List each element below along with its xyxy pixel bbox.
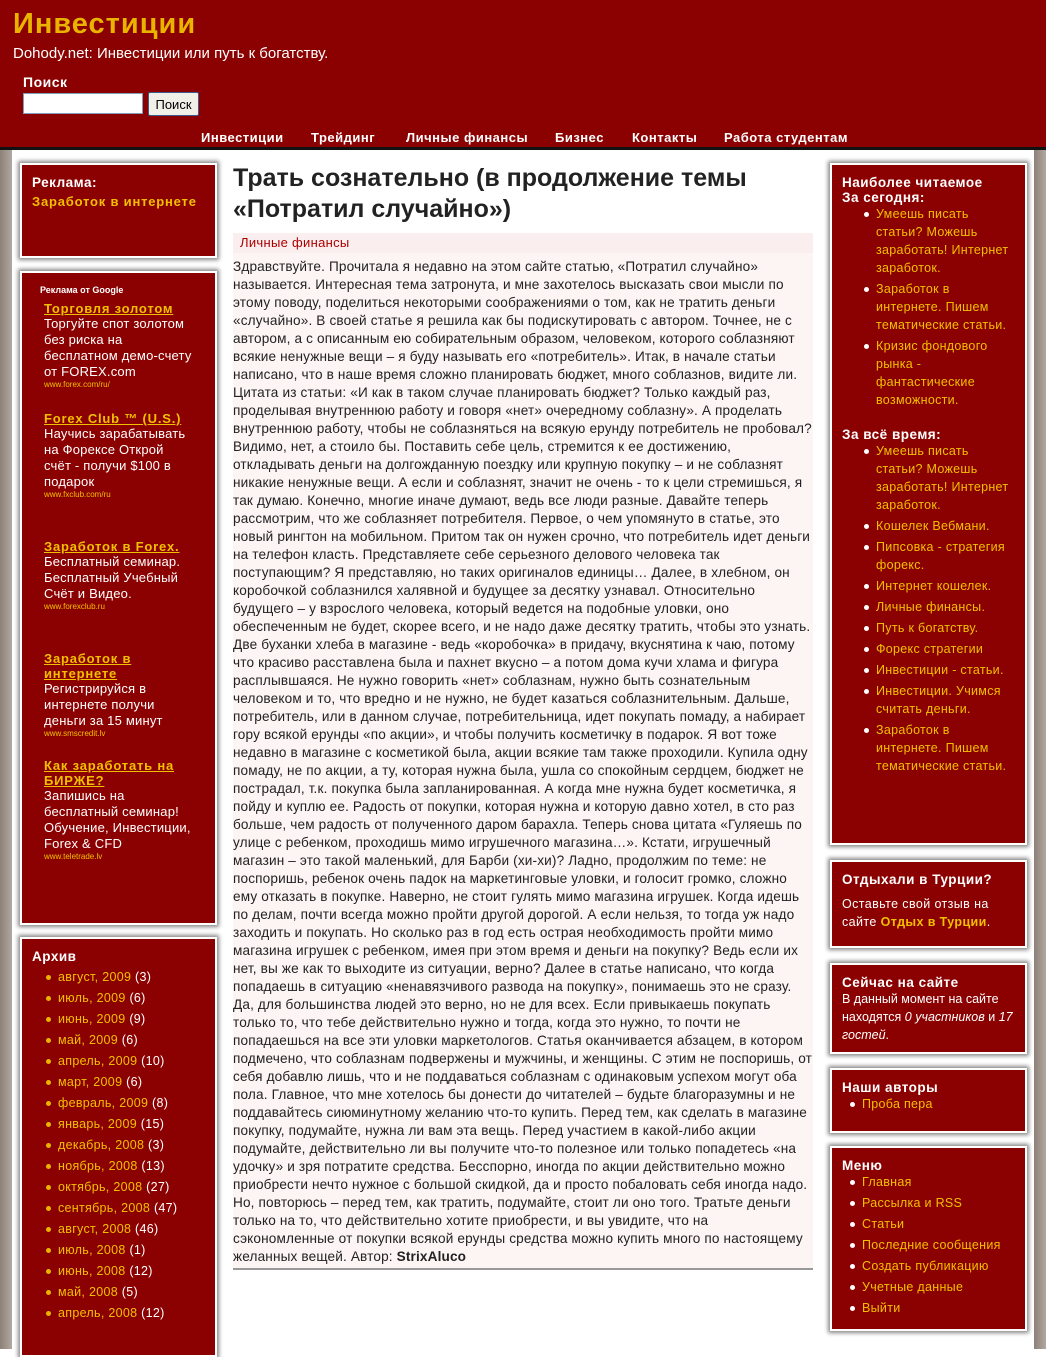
article-category[interactable]: Личные финансы xyxy=(233,233,813,253)
archive-count: (6) xyxy=(121,1033,138,1047)
menu-item-link[interactable]: Статьи xyxy=(862,1217,905,1231)
ad-title-link[interactable]: Заработок в интернете xyxy=(44,651,132,681)
popular-alltime-item xyxy=(842,577,1015,595)
authors-title: Наши авторы xyxy=(842,1080,939,1095)
popular-box xyxy=(830,163,1027,845)
popular-alltime-item-link[interactable]: Инвестиции - статьи. xyxy=(876,663,1004,677)
ad-url[interactable]: www.forex.com/ru/ xyxy=(44,380,110,389)
ad-url[interactable]: www.teletrade.lv xyxy=(44,852,103,861)
archive-count: (6) xyxy=(129,991,146,1005)
menu-item-link[interactable]: Последние сообщения xyxy=(862,1238,1001,1252)
ad-box-link[interactable]: Заработок в интернете xyxy=(32,194,197,209)
archive-month-link[interactable]: февраль, 2009 xyxy=(58,1096,149,1110)
archive-month-link[interactable]: май, 2009 xyxy=(58,1033,118,1047)
archive-item xyxy=(24,1304,205,1322)
popular-today-item xyxy=(842,280,1015,334)
today-label: За сегодня: xyxy=(842,190,925,205)
left-page-edge xyxy=(0,150,12,1349)
popular-alltime-item xyxy=(842,598,1015,616)
archive-count: (13) xyxy=(141,1159,165,1173)
archive-month-link[interactable]: сентябрь, 2008 xyxy=(58,1201,151,1215)
site-header xyxy=(0,0,1046,150)
article-text: Здравствуйте. Прочитала я недавно на этом сайте статью, «Потратил случайно» называется. Интересная тема затронута, и мне захотелось высказать свои мысли по этому поводу, поделиться некоторыми соображениями о том, как не тратить деньги «случайно». В своей статье я решила как бы подискутировать с автором. Точнее, не с автором, а с описанным ею собирательным образом, человеком, которого соблазняют всякие ненужные вещи – я буду называть его «потребитель». Итак, в начале статьи написано, что в наше время сложно планировать бюджет, много соблазнов, видите ли. Цитата из статьи: «И как в таком случае планировать бюджет? Только каждый раз, проделывая внутреннюю работу и говоря «нет» очередному соблазну». А проделать внутреннюю работу, чтобы не соблазняться на всякую ерунду потребитель не пробовал? Видимо, нет, а стоило бы. Поставить себе цель, стремится к ее достижению, откладывать деньги на долгожданную поездку или крупную покупку – и не соблазнят никакие ненужные вещи. А если и соблазнят, значит не очень - то к цели стремишься, я так думаю. Конечно, многие иначе думают, ведь все люди разные. Давайте теперь рассмотрим, что же соблазняет потребителя. Первое, о чем упомянуто в статье, это новый рингтон на мобильном. Притом так он нужен срочно, что потребитель идет деньги на телефон класть. Представляете себе серьезного делового человека так поступающим? Я представляю, но таких оригиналов единицы… Далее, в хлебном, он коробочкой соблазнился халявной и будущее за десятку узнавал. Относительно будущего – у взрослого человека, который ведется на подобные уловки, оно обеспеченным не будет, скорее всего, и не надо даже десятку тратить, чтобы это узнать. Две буханки хлеба в магазине - ведь «коробочка» в придачу, вкуснятина к чаю, потому что красиво расставлена была и пахнет вкусно – а потом дома кучи хлама и фигура расплывшаяся. Не нужно говорить «нет» соблазнам, нужно быть сознательным человеком и то, что вредно и не нужно, не будет казаться соблазнительным. Дальше, потребитель, или в данном случае, потребительница, идет покупать помаду, а набирает гору всякой ерунды «по акции», и чтобы получить косметичку в подарок. Я вот тоже недавно в магазине с косметикой была, акции всякие там также проходили. Купила одну помаду, не по акции, а ту, которая нужна была, ушла со спокойным сердцем, бюджет не пострадал, т.к. покупка была запланированная. А когда мне нужна будет косметичка, я пойду и куплю ее. Радость от покупки, которая нужна и которую давно хотел, в сто раз больше, чем радость от полученного даром барахла. Теперь снова цитата «Гуляешь по улице с ребенком, проходишь мимо игрушечного магазина…». Кстати, игрушечный магазин – это такой маленький, для Барби (хи-хи)? Ладно, продолжим по теме: не поспоришь, ребенок очень падок на маркетинговые уловки, и голосит громко, сложно ему отказать в покупке. Наверно, не стоит гулять мимо магазина игрушек. Когда идешь по делам, почти всегда можно пройти другой дорогой. А если нельзя, то тогда уж надо заходить и покупать. Но сколько раз в год есть острая необходимость пройти мимо магазина игрушек с ребенком, имея при этом время и деньги на покупку? Ведь если их нет, вы же как то выходите из ситуации, верно? Далее в статье написано, что когда попадаешь в ситуацию «ненавязчивого развода на покупку», понимаешь это не сразу. Да, для большинства людей это верно, но не для всех. Если привыкаешь покупать только то, что тебе действительно нужно и тогда, когда это нужно, то почти не попадаешься на все эти уловки маркетологов. Статья оканчивается абзацем, в котором подмечено, что соблазнам подвержены и мужчины, и женщины. С этим не поспоришь, от себя добавлю лишь, что и не поддаваться соблазнам с одинаковым успехом могут оба пола. Главное, что мне хотелось бы донести до читателей – будьте благоразумны и не поддавайтесь сиюминутному желанию что-то купить. Перед тем, как сделать в магазине покупку, подумайте, нужна ли вам эта вещь. Перед участием в какой-либо акции подумайте, действительно ли вы получите что-то полезное или только попадетесь «на удочку» и зря потратите средства. Бесспорно, иногда по акции действительно можно приобрести нечто нужное с большой скидкой, да и просто побаловать себя иногда надо. Но, повторюсь – перед тем, как тратить, подумайте, стоит ли оно того. Тратьте деньги только на то, что действительно хотите приобрести, и вы увидите, что на сэкономленные от покупки всякой ерунды средства можно купить много по настоящему желанных вещей. xyxy=(233,259,813,1264)
menu-item-link[interactable]: Главная xyxy=(862,1175,912,1189)
archive-item xyxy=(24,989,205,1007)
archive-item xyxy=(24,1283,205,1301)
popular-alltime-item-link[interactable]: Форекс стратегии xyxy=(876,642,984,656)
menu-title: Меню xyxy=(842,1158,883,1173)
ad-description: Регистрируйся в интернете получи деньги за 15 минут xyxy=(44,681,163,728)
nav-student-jobs[interactable]: Работа студентам xyxy=(724,130,848,145)
popular-alltime-item xyxy=(842,661,1015,679)
menu-item xyxy=(828,1194,1015,1212)
google-ad xyxy=(44,651,194,738)
popular-alltime-item-link[interactable]: Пипсовка - стратегия форекс. xyxy=(876,540,1005,572)
archive-month-link[interactable]: июнь, 2009 xyxy=(58,1012,126,1026)
site-title[interactable]: Инвестиции xyxy=(13,8,197,40)
author-name[interactable]: StrixAluco xyxy=(396,1249,467,1264)
menu-item-link[interactable]: Рассылка и RSS xyxy=(862,1196,963,1210)
popular-today-item xyxy=(842,205,1015,277)
google-ads-box xyxy=(20,271,217,925)
archive-month-link[interactable]: июнь, 2008 xyxy=(58,1264,126,1278)
popular-alltime-item-link[interactable]: Заработок в интернете. Пишем тематические статьи. xyxy=(876,723,1007,773)
online-title: Сейчас на сайте xyxy=(842,975,959,990)
archive-count: (9) xyxy=(129,1012,146,1026)
author-label: Автор: xyxy=(350,1249,393,1264)
archive-month-link[interactable]: апрель, 2009 xyxy=(58,1054,138,1068)
ad-description: Запишись на бесплатный семинар! Обучение, Инвестиции, Forex & CFD xyxy=(44,788,191,851)
nav-investments[interactable]: Инвестиции xyxy=(201,130,284,145)
menu-item-link[interactable]: Создать публикацию xyxy=(862,1259,989,1273)
turkey-text: Оставьте свой отзыв на сайте xyxy=(842,897,989,929)
popular-alltime-item-link[interactable]: Кошелек Вебмани. xyxy=(876,519,990,533)
ad-box-title: Реклама: xyxy=(32,175,97,190)
menu-item xyxy=(828,1299,1015,1317)
archive-count: (12) xyxy=(129,1264,153,1278)
archive-month-link[interactable]: август, 2008 xyxy=(58,1222,132,1236)
archive-item xyxy=(24,1262,205,1280)
archive-month-link[interactable]: декабрь, 2008 xyxy=(58,1138,145,1152)
article-body xyxy=(233,253,813,1270)
menu-item xyxy=(828,1257,1015,1275)
archive-item xyxy=(24,1094,205,1112)
nav-contacts[interactable]: Контакты xyxy=(632,130,698,145)
archive-count: (10) xyxy=(141,1054,165,1068)
online-text: В данный момент на сайте находятся xyxy=(842,992,999,1024)
archive-item xyxy=(24,1115,205,1133)
article-title[interactable]: Трать сознательно (в продолжение темы «Потратил случайно») xyxy=(233,164,747,223)
popular-today-item-link[interactable]: Умеешь писать статьи? Можешь заработать! Интернет заработок. xyxy=(876,207,1009,275)
popular-alltime-item-link[interactable]: Путь к богатству. xyxy=(876,621,979,635)
menu-box xyxy=(830,1146,1027,1331)
archive-count: (1) xyxy=(129,1243,146,1257)
archive-month-link[interactable]: апрель, 2008 xyxy=(58,1306,138,1320)
popular-alltime-item xyxy=(842,538,1015,574)
ad-description: Научись зарабатывать на Форексе Открой счёт - получи $100 в подарок xyxy=(44,426,186,489)
google-ad xyxy=(44,539,194,611)
archive-count: (3) xyxy=(148,1138,165,1152)
archive-count: (27) xyxy=(146,1180,170,1194)
archive-item xyxy=(24,1241,205,1259)
archive-month-link[interactable]: июль, 2008 xyxy=(58,1243,126,1257)
ad-title-link[interactable]: Как заработать на БИРЖЕ? xyxy=(44,758,175,788)
google-ad xyxy=(44,411,194,499)
menu-item-link[interactable]: Учетные данные xyxy=(862,1280,964,1294)
ad-title-link[interactable]: Торговля золотом xyxy=(44,301,174,316)
archive-month-link[interactable]: ноябрь, 2008 xyxy=(58,1159,138,1173)
online-members: 0 участников xyxy=(904,1010,985,1024)
ad-url[interactable]: www.fxclub.com/ru xyxy=(44,490,111,499)
menu-item-link[interactable]: Выйти xyxy=(862,1301,901,1315)
archive-title: Архив xyxy=(32,949,77,964)
ad-box xyxy=(20,163,217,258)
archive-month-link[interactable]: июль, 2009 xyxy=(58,991,126,1005)
turkey-end: . xyxy=(986,915,991,929)
archive-count: (12) xyxy=(141,1306,165,1320)
google-ad xyxy=(44,758,194,861)
authors-box xyxy=(830,1068,1027,1133)
popular-today-item-link[interactable]: Кризис фондового рынка - фантастические возможности. xyxy=(876,339,988,407)
right-page-edge xyxy=(1034,150,1046,1349)
popular-alltime-item-link[interactable]: Личные финансы. xyxy=(876,600,986,614)
search-label: Поиск xyxy=(23,74,68,90)
ad-description: Бесплатный семинар. Бесплатный Учебный Счёт и Видео. xyxy=(44,554,181,601)
archive-item xyxy=(24,1010,205,1028)
search-input[interactable] xyxy=(23,93,143,114)
ad-title-link[interactable]: Forex Club ™ (U.S.) xyxy=(44,411,182,426)
archive-box xyxy=(20,937,217,1357)
archive-month-link[interactable]: март, 2009 xyxy=(58,1075,123,1089)
popular-alltime-item-link[interactable]: Инвестиции. Учимся считать деньги. xyxy=(876,684,1001,716)
online-box: Сейчас на сайте В данный момент на сайте находятся 0 участников и 17 гостей. xyxy=(830,963,1027,1054)
google-ad xyxy=(44,301,194,389)
menu-item xyxy=(828,1236,1015,1254)
alltime-label: За всё время: xyxy=(842,427,942,442)
archive-item xyxy=(24,968,205,986)
author-item xyxy=(828,1095,1015,1113)
nav-trading[interactable]: Трейдинг xyxy=(311,130,376,145)
author-item-link[interactable]: Проба пера xyxy=(862,1097,933,1111)
archive-month-link[interactable]: октябрь, 2008 xyxy=(58,1180,143,1194)
archive-count: (6) xyxy=(126,1075,143,1089)
menu-item xyxy=(828,1173,1015,1191)
ad-url[interactable]: www.forexclub.ru xyxy=(44,602,105,611)
article xyxy=(233,163,813,1270)
nav-personal-finance[interactable]: Личные финансы xyxy=(406,130,529,145)
popular-alltime-item xyxy=(842,682,1015,718)
archive-count: (3) xyxy=(135,970,152,984)
search-button[interactable]: Поиск xyxy=(148,92,199,116)
popular-alltime-item-link[interactable]: Интернет кошелек. xyxy=(876,579,992,593)
ad-url[interactable]: www.smscredit.lv xyxy=(44,729,106,738)
popular-today-item xyxy=(842,337,1015,409)
archive-item xyxy=(24,1136,205,1154)
archive-count: (46) xyxy=(135,1222,159,1236)
site-tagline: Dohody.net: Инвестиции или путь к богатству. xyxy=(13,45,329,62)
nav-business[interactable]: Бизнес xyxy=(555,130,604,145)
ad-title-link[interactable]: Заработок в Forex. xyxy=(44,539,180,554)
popular-alltime-item xyxy=(842,619,1015,637)
archive-item xyxy=(24,1052,205,1070)
turkey-link[interactable]: Отдых в Турции xyxy=(880,915,987,929)
popular-alltime-item-link[interactable]: Умеешь писать статьи? Можешь заработать! Интернет заработок. xyxy=(876,444,1009,512)
archive-item xyxy=(24,1073,205,1091)
archive-item xyxy=(24,1178,205,1196)
popular-title: Наиболее читаемое xyxy=(842,175,983,190)
archive-item xyxy=(24,1157,205,1175)
google-ads-label: Реклама от Google xyxy=(40,285,124,295)
ad-description: Торгуйте спот золотом без риска на бесплатном демо-счету от FOREX.com xyxy=(44,316,192,379)
archive-month-link[interactable]: январь, 2009 xyxy=(58,1117,137,1131)
popular-alltime-item xyxy=(842,517,1015,535)
turkey-title: Отдыхали в Турции? xyxy=(842,872,993,887)
online-and: и xyxy=(988,1010,996,1024)
archive-count: (15) xyxy=(140,1117,165,1131)
menu-item xyxy=(828,1278,1015,1296)
archive-month-link[interactable]: август, 2009 xyxy=(58,970,132,984)
turkey-box xyxy=(830,860,1027,948)
popular-alltime-item xyxy=(842,721,1015,775)
popular-today-item-link[interactable]: Заработок в интернете. Пишем тематические статьи. xyxy=(876,282,1007,332)
archive-item xyxy=(24,1031,205,1049)
archive-item xyxy=(24,1199,205,1217)
archive-month-link[interactable]: май, 2008 xyxy=(58,1285,118,1299)
archive-item xyxy=(24,1220,205,1238)
archive-count: (47) xyxy=(153,1201,178,1215)
online-guests: 17 гостей xyxy=(842,1010,1013,1042)
archive-count: (8) xyxy=(152,1096,169,1110)
popular-alltime-item xyxy=(842,640,1015,658)
menu-item xyxy=(828,1215,1015,1233)
archive-count: (5) xyxy=(121,1285,138,1299)
popular-alltime-item xyxy=(842,442,1015,514)
